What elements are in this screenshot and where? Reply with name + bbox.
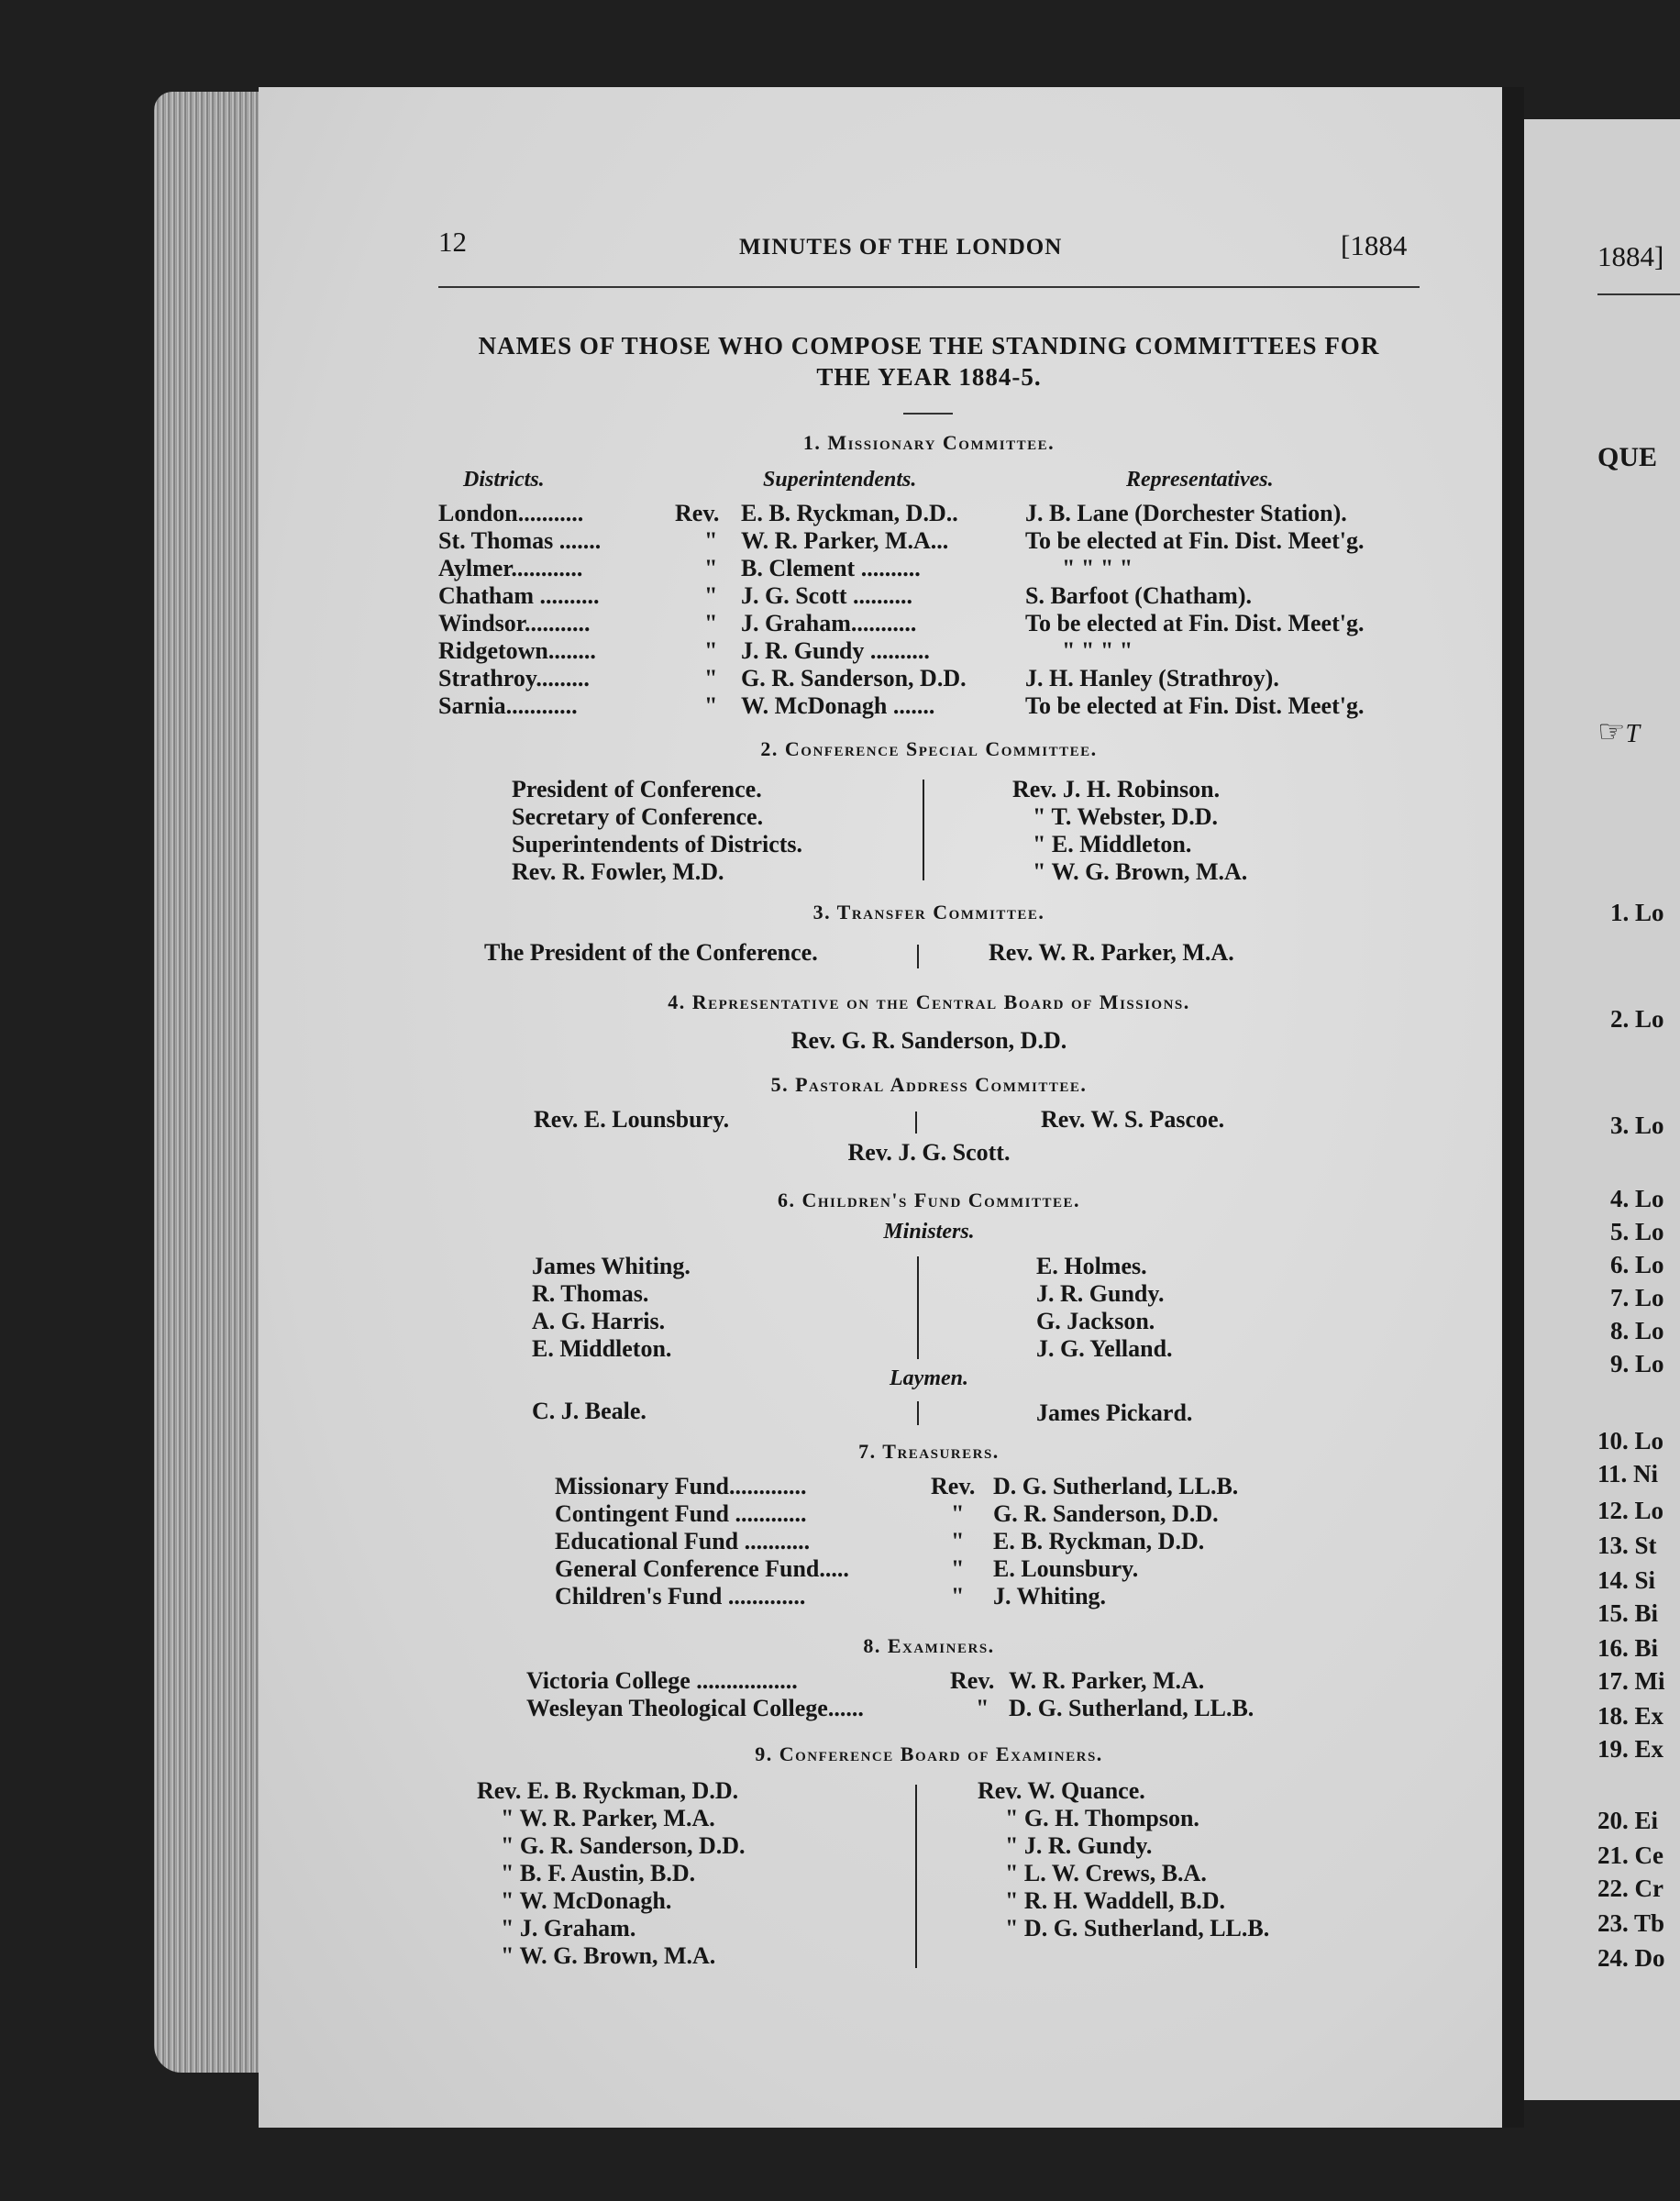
laymen-left: C. J. Beale. <box>532 1398 647 1424</box>
right-item: 10. Lo <box>1597 1427 1664 1454</box>
right-item: 9. Lo <box>1610 1350 1664 1377</box>
representative-cell: J. B. Lane (Dorchester Station). <box>1025 500 1347 526</box>
prefix-cell: " <box>704 610 718 636</box>
treasurer-row <box>555 1583 1380 1610</box>
prefix-cell: " <box>704 555 718 581</box>
right-item: 15. Bi <box>1597 1599 1659 1627</box>
examiner-row <box>526 1695 1407 1722</box>
representative-cell: S. Barfoot (Chatham). <box>1025 582 1252 609</box>
main-heading-line-2: THE YEAR 1884-5. <box>816 363 1042 391</box>
special-left-item: Superintendents of Districts. <box>512 831 803 857</box>
districts-header: Districts. <box>463 468 545 492</box>
right-item: 24. Do <box>1597 1944 1665 1972</box>
treasurer-row <box>555 1500 1380 1528</box>
missionary-row <box>438 500 1429 527</box>
laymen-label: Laymen. <box>890 1366 968 1390</box>
superintendent-cell: G. R. Sanderson, D.D. <box>741 665 967 691</box>
right-item: 18. Ex <box>1597 1702 1664 1730</box>
prefix-cell: Rev. <box>950 1667 995 1694</box>
board-left-item: " B. F. Austin, B.D. <box>501 1860 696 1886</box>
superintendent-cell: E. B. Ryckman, D.D.. <box>741 500 958 526</box>
pastoral-heading: 5. Pastoral Address Committee. <box>770 1073 1088 1096</box>
ministers-label: Ministers. <box>883 1220 975 1244</box>
examiner-name-cell: W. R. Parker, M.A. <box>1009 1667 1205 1694</box>
special-right-item: " E. Middleton. <box>1033 831 1192 857</box>
examiners-table <box>526 1667 1407 1722</box>
column-divider <box>917 1256 919 1359</box>
special-left-item: Rev. R. Fowler, M.D. <box>512 858 724 885</box>
book-page-edges <box>154 92 262 2073</box>
right-running-year: 1884] <box>1597 240 1664 272</box>
board-right-list <box>978 1777 1269 1942</box>
board-right-item: " J. R. Gundy. <box>1005 1832 1153 1859</box>
treasurer-name-cell: D. G. Sutherland, LL.B. <box>993 1473 1239 1499</box>
right-item: 23. Tb <box>1597 1909 1665 1937</box>
column-divider <box>917 1401 919 1425</box>
treasurer-name-cell: E. B. Ryckman, D.D. <box>993 1528 1205 1554</box>
treasurer-name-cell: J. Whiting. <box>993 1583 1107 1609</box>
right-item: 8. Lo <box>1610 1317 1664 1344</box>
prefix-cell: " <box>951 1528 965 1554</box>
superintendent-cell: J. Graham........... <box>741 610 917 636</box>
minister-item: J. G. Yelland. <box>1036 1335 1173 1362</box>
board-right-item: " L. W. Crews, B.A. <box>1005 1860 1207 1886</box>
special-committee-heading: 2. Conference Special Committee. <box>760 737 1098 760</box>
board-right-item: " R. H. Waddell, B.D. <box>1005 1887 1226 1914</box>
prefix-cell: Rev. <box>931 1473 976 1499</box>
board-left-list <box>477 1777 746 1970</box>
minister-item: E. Middleton. <box>532 1335 672 1362</box>
representative-cell: " " " " <box>1062 637 1133 664</box>
special-right-list <box>1012 776 1247 886</box>
treasurer-row <box>555 1528 1380 1555</box>
treasurer-name-cell: E. Lounsbury. <box>993 1555 1139 1582</box>
prefix-cell: " <box>951 1583 965 1609</box>
missionary-row <box>438 692 1429 720</box>
right-item: 19. Ex <box>1597 1735 1664 1763</box>
minister-item: J. R. Gundy. <box>1036 1280 1165 1307</box>
left-page <box>259 87 1517 2128</box>
treasurer-name-cell: G. R. Sanderson, D.D. <box>993 1500 1219 1527</box>
pastoral-right: Rev. W. S. Pascoe. <box>1041 1106 1225 1133</box>
board-right-item: Rev. W. Quance. <box>978 1777 1145 1804</box>
right-item: 20. Ei <box>1597 1807 1659 1834</box>
district-cell: Windsor........... <box>438 610 591 636</box>
special-right-item: " T. Webster, D.D. <box>1033 803 1218 830</box>
right-item: 7. Lo <box>1610 1284 1664 1311</box>
right-item: 14. Si <box>1597 1566 1656 1594</box>
minister-item: E. Holmes. <box>1036 1253 1147 1279</box>
special-right-item: " W. G. Brown, M.A. <box>1033 858 1248 885</box>
examiner-name-cell: D. G. Sutherland, LL.B. <box>1009 1695 1254 1721</box>
superintendent-cell: J. R. Gundy .......... <box>741 637 930 664</box>
right-item: 2. Lo <box>1610 1005 1664 1033</box>
representative-cell: To be elected at Fin. Dist. Meet'g. <box>1025 527 1365 554</box>
book-gutter <box>1502 87 1524 2128</box>
right-item: 22. Cr <box>1597 1875 1663 1902</box>
fund-cell: Missionary Fund............. <box>555 1473 807 1499</box>
treasurers-heading: 7. Treasurers. <box>858 1440 1000 1463</box>
hand-text-fragment: T <box>1625 720 1641 748</box>
running-title: MINUTES OF THE LONDON <box>739 235 1063 260</box>
representatives-header: Representatives. <box>1126 468 1274 492</box>
childrens-fund-heading: 6. Children's Fund Committee. <box>777 1189 1081 1211</box>
board-left-item: " W. R. Parker, M.A. <box>501 1805 715 1831</box>
treasurer-row <box>555 1473 1380 1500</box>
prefix-cell: " <box>976 1695 989 1721</box>
prefix-cell: " <box>704 665 718 691</box>
missionary-table <box>438 500 1429 720</box>
board-left-item: " W. McDonagh. <box>501 1887 672 1914</box>
ministers-left-list <box>532 1253 691 1363</box>
missionary-heading: 1. Missionary Committee. <box>802 431 1056 454</box>
examiners-heading: 8. Examiners. <box>863 1634 995 1657</box>
college-cell: Wesleyan Theological College...... <box>526 1695 864 1721</box>
minister-item: A. G. Harris. <box>532 1308 666 1334</box>
representative-cell: To be elected at Fin. Dist. Meet'g. <box>1025 610 1365 636</box>
transfer-right: Rev. W. R. Parker, M.A. <box>989 939 1234 966</box>
right-item: 1. Lo <box>1610 899 1664 926</box>
running-year: [1884 <box>1341 229 1408 261</box>
missionary-row <box>438 637 1429 665</box>
missionary-row <box>438 555 1429 582</box>
right-item: 12. Lo <box>1597 1497 1664 1524</box>
right-item: 4. Lo <box>1610 1185 1664 1212</box>
column-divider <box>923 780 924 880</box>
district-cell: Chatham .......... <box>438 582 600 609</box>
board-left-item: " J. Graham. <box>501 1915 636 1941</box>
board-left-item: " W. G. Brown, M.A. <box>501 1942 716 1969</box>
treasurer-row <box>555 1555 1380 1583</box>
minister-item: James Whiting. <box>532 1253 691 1279</box>
main-heading-line-1: NAMES OF THOSE WHO COMPOSE THE STANDING COMMITTEES FOR <box>478 332 1380 359</box>
minister-item: R. Thomas. <box>532 1280 649 1307</box>
college-cell: Victoria College ................. <box>526 1667 798 1694</box>
pastoral-left: Rev. E. Lounsbury. <box>534 1106 730 1133</box>
district-cell: Sarnia............ <box>438 692 578 719</box>
prefix-cell: " <box>951 1500 965 1527</box>
district-cell: St. Thomas ....... <box>438 527 602 554</box>
prefix-cell: " <box>951 1555 965 1582</box>
special-left-item: President of Conference. <box>512 776 762 802</box>
prefix-cell: Rev. <box>675 500 720 526</box>
prefix-cell: " <box>704 527 718 554</box>
representative-cell: " " " " <box>1062 555 1133 581</box>
heading-dash <box>903 413 953 415</box>
column-divider <box>915 1785 917 1968</box>
representative-name: Rev. G. R. Sanderson, D.D. <box>790 1027 1067 1054</box>
superintendent-cell: W. McDonagh ....... <box>741 692 935 719</box>
missionary-row <box>438 665 1429 692</box>
board-heading: 9. Conference Board of Examiners. <box>755 1742 1103 1765</box>
district-cell: Strathroy......... <box>438 665 590 691</box>
superintendent-cell: J. G. Scott .......... <box>741 582 913 609</box>
board-right-item: " G. H. Thompson. <box>1005 1805 1199 1831</box>
district-cell: Aylmer............ <box>438 555 583 581</box>
pastoral-center: Rev. J. G. Scott. <box>847 1139 1011 1166</box>
missionary-row <box>438 582 1429 610</box>
district-cell: London........... <box>438 500 584 526</box>
column-divider <box>917 945 919 968</box>
examiner-row <box>526 1667 1407 1695</box>
fund-cell: Educational Fund ........... <box>555 1528 811 1554</box>
right-heading-fragment: QUE <box>1597 442 1658 472</box>
minister-item: G. Jackson. <box>1036 1308 1155 1334</box>
right-page <box>1524 119 1680 2100</box>
special-right-item: Rev. J. H. Robinson. <box>1012 776 1221 802</box>
right-item: 21. Ce <box>1597 1842 1663 1869</box>
page-number: 12 <box>438 226 467 258</box>
treasurers-table <box>555 1473 1380 1610</box>
transfer-heading: 3. Transfer Committee. <box>812 901 1045 924</box>
fund-cell: General Conference Fund..... <box>555 1555 849 1582</box>
laymen-right: James Pickard. <box>1036 1399 1193 1426</box>
right-item: 17. Mi <box>1597 1667 1665 1695</box>
column-divider <box>915 1112 917 1134</box>
ministers-right-list <box>1036 1253 1173 1363</box>
right-item: 13. St <box>1597 1532 1657 1559</box>
fund-cell: Children's Fund ............. <box>555 1583 806 1609</box>
representative-cell: To be elected at Fin. Dist. Meet'g. <box>1025 692 1365 719</box>
prefix-cell: " <box>704 637 718 664</box>
right-item: 11. Ni <box>1597 1460 1659 1488</box>
right-item: 3. Lo <box>1610 1112 1664 1139</box>
right-item: 6. Lo <box>1610 1251 1664 1278</box>
missionary-row <box>438 527 1429 555</box>
pointing-hand-icon: ☞T <box>1597 715 1641 749</box>
transfer-left: The President of the Conference. <box>484 939 818 966</box>
board-right-item: " D. G. Sutherland, LL.B. <box>1005 1915 1270 1941</box>
superintendent-cell: W. R. Parker, M.A... <box>741 527 949 554</box>
special-left-item: Secretary of Conference. <box>512 803 764 830</box>
representative-cell: J. H. Hanley (Strathroy). <box>1025 665 1279 691</box>
district-cell: Ridgetown........ <box>438 637 596 664</box>
prefix-cell: " <box>704 692 718 719</box>
prefix-cell: " <box>704 582 718 609</box>
right-item: 16. Bi <box>1597 1634 1659 1662</box>
board-left-item: " G. R. Sanderson, D.D. <box>501 1832 746 1859</box>
missionary-row <box>438 610 1429 637</box>
superintendent-cell: B. Clement .......... <box>741 555 921 581</box>
right-header-rule <box>1597 293 1680 295</box>
right-item: 5. Lo <box>1610 1218 1664 1245</box>
representative-heading: 4. Representative on the Central Board of Missions. <box>668 990 1190 1013</box>
special-left-list <box>512 776 802 886</box>
board-left-item: Rev. E. B. Ryckman, D.D. <box>477 1777 739 1804</box>
header-rule <box>438 286 1420 288</box>
superintendents-header: Superintendents. <box>763 468 917 492</box>
fund-cell: Contingent Fund ............ <box>555 1500 807 1527</box>
